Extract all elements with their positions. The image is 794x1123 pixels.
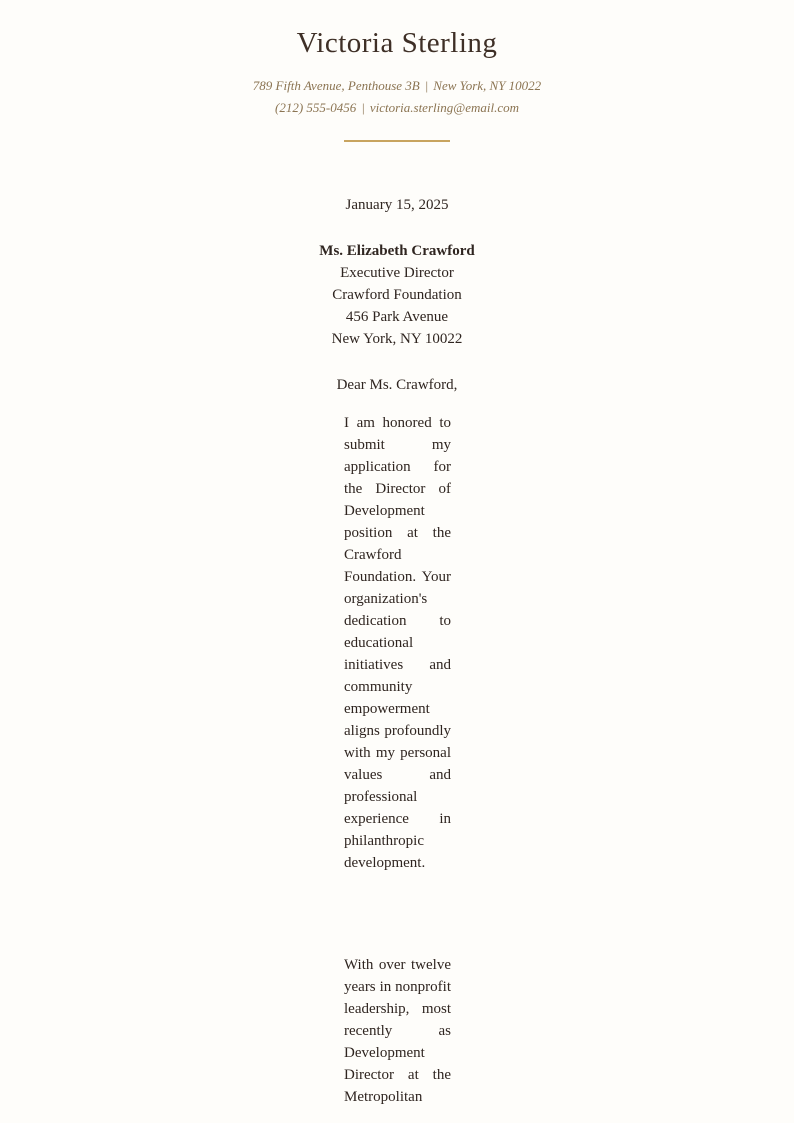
recipient-block xyxy=(0,240,794,350)
sender-contact-line xyxy=(0,100,794,116)
recipient-organization: Crawford Foundation xyxy=(332,287,462,303)
recipient-name: Ms. Elizabeth Crawford xyxy=(319,243,475,259)
separator: | xyxy=(424,78,429,93)
body-paragraph: With over twelve years in nonprofit leadership, most recently as Development Director at the Metropolitan xyxy=(344,957,451,1105)
sender-phone: (212) 555-0456 xyxy=(275,100,357,115)
recipient-title: Executive Director xyxy=(340,265,454,281)
sender-city: New York, NY 10022 xyxy=(433,78,542,93)
recipient-street: 456 Park Avenue xyxy=(345,309,449,325)
sender-street: 789 Fifth Avenue, Penthouse 3B xyxy=(252,78,420,93)
letter-date: January 15, 2025 xyxy=(345,197,449,213)
sender-name: Victoria Sterling xyxy=(296,27,498,59)
separator: | xyxy=(361,100,365,115)
header-divider xyxy=(344,140,450,142)
salutation: Dear Ms. Crawford, xyxy=(336,377,458,393)
recipient-city: New York, NY 10022 xyxy=(331,331,463,347)
body-paragraph: I am honored to submit my application for the Director of Development position at the Crawford Foundation. Your organization's dedication to educational initiatives and community empowerment aligns profoundly with my personal values and professional experience in philanthropic development. xyxy=(344,415,451,871)
sender-email[interactable]: victoria.sterling@email.com xyxy=(369,100,519,115)
sender-address-line xyxy=(0,78,794,94)
